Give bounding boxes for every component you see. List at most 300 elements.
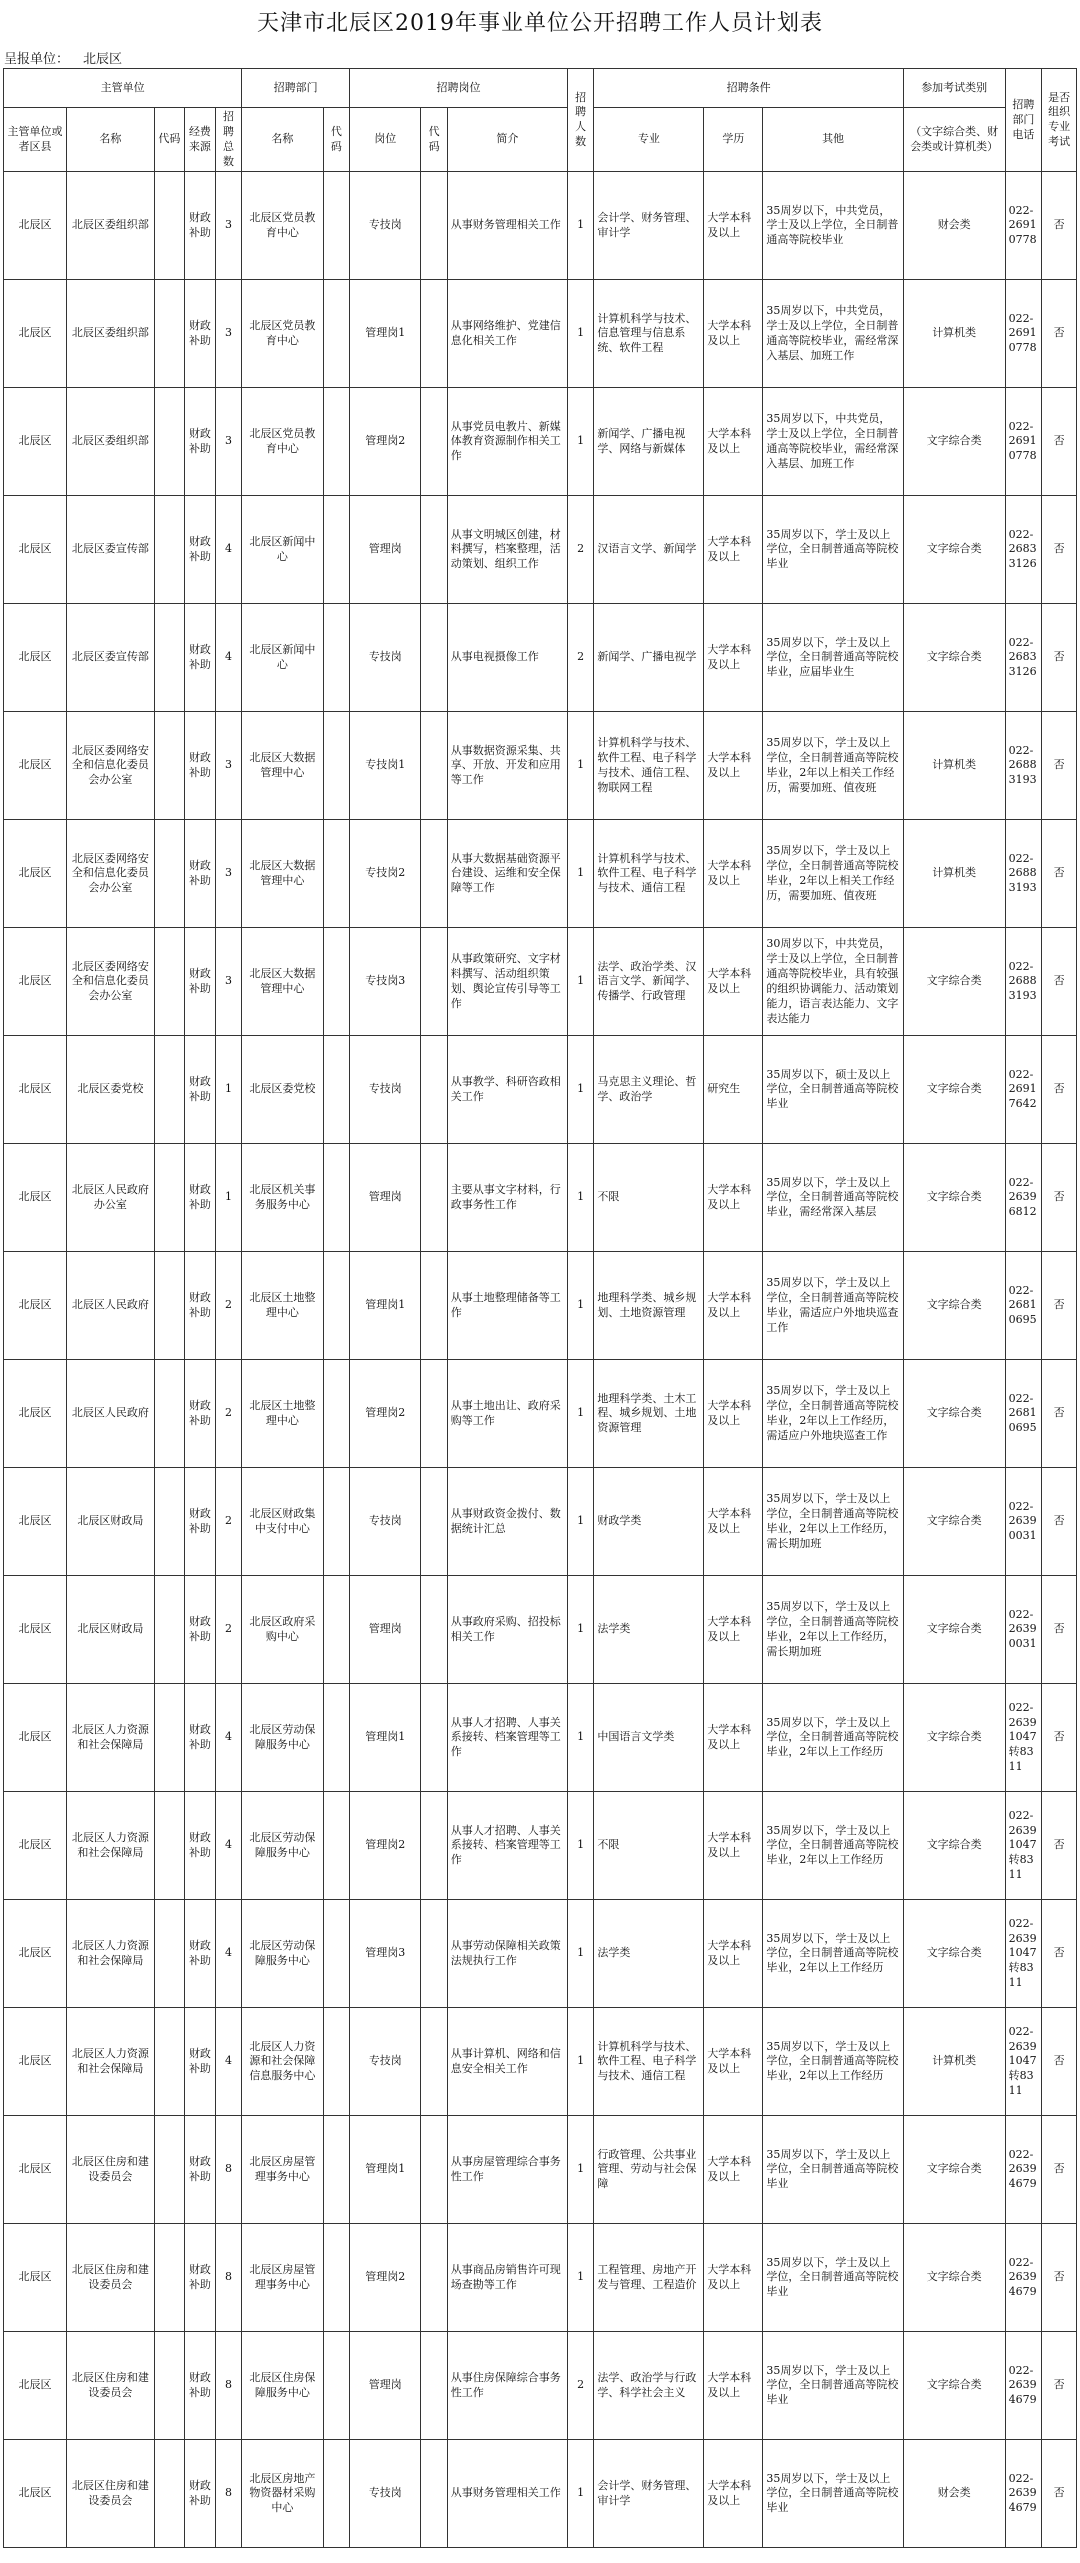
edu-cell: 大学本科及以上: [704, 712, 763, 820]
table-row: [4, 2332, 1077, 2440]
intro-cell: 从事教学、科研咨政相关工作: [447, 1036, 567, 1144]
table-row: [4, 604, 1077, 712]
exam-type-cell: 文字综合类: [903, 2116, 1005, 2224]
funding-cell: 财政补助: [185, 604, 216, 712]
count-cell: 2: [567, 2332, 593, 2440]
table-header: [4, 69, 1077, 172]
edu-cell: 大学本科及以上: [704, 1900, 763, 2008]
dept-code-cell: [323, 2224, 349, 2332]
edu-cell: 大学本科及以上: [704, 1144, 763, 1252]
count-cell: 1: [567, 2440, 593, 2548]
phone-cell: 022-26810695: [1005, 1360, 1042, 1468]
district-cell: 北辰区: [4, 1252, 67, 1360]
exam-type-cell: 文字综合类: [903, 928, 1005, 1036]
header-conditions: 招聘条件: [594, 69, 903, 108]
unit-code-cell: [154, 1792, 185, 1900]
count-cell: 1: [567, 820, 593, 928]
total-cell: 4: [215, 496, 242, 604]
post-cell: 专技岗: [350, 2008, 421, 2116]
count-cell: 1: [567, 1360, 593, 1468]
post-code-cell: [421, 1144, 447, 1252]
org-test-cell: 否: [1042, 2440, 1077, 2548]
district-cell: 北辰区: [4, 2224, 67, 2332]
total-cell: 1: [215, 1144, 242, 1252]
header-org-test: 是否组织专业考试: [1042, 69, 1077, 172]
recruitment-plan-table: [3, 68, 1077, 2548]
table-row: [4, 820, 1077, 928]
district-cell: 北辰区: [4, 1684, 67, 1792]
header-dept-name: 名称: [242, 108, 323, 172]
district-cell: 北辰区: [4, 496, 67, 604]
header-exam-note: （文字综合类、财会类或计算机类）: [903, 108, 1005, 172]
post-code-cell: [421, 712, 447, 820]
major-cell: 工程管理、房地产开发与管理、工程造价: [594, 2224, 704, 2332]
phone-cell: 022-26391047转8311: [1005, 1792, 1042, 1900]
table-row: [4, 280, 1077, 388]
edu-cell: 大学本科及以上: [704, 1684, 763, 1792]
unit-name-cell: 北辰区委党校: [67, 1036, 155, 1144]
intro-cell: 从事住房保障综合事务性工作: [447, 2332, 567, 2440]
major-cell: 计算机科学与技术、软件工程、电子科学与技术、通信工程、物联网工程: [594, 712, 704, 820]
table-row: [4, 1468, 1077, 1576]
exam-type-cell: 计算机类: [903, 2008, 1005, 2116]
count-cell: 1: [567, 928, 593, 1036]
count-cell: 1: [567, 1576, 593, 1684]
header-edu: 学历: [704, 108, 763, 172]
org-test-cell: 否: [1042, 2116, 1077, 2224]
count-cell: 1: [567, 388, 593, 496]
intro-cell: 从事文明城区创建，材料撰写，档案整理，活动策划、组织工作: [447, 496, 567, 604]
table-row: [4, 1900, 1077, 2008]
other-cell: 35周岁以下，学士及以上学位，全日制普通高等院校毕业，2年以上工作经历: [763, 1792, 903, 1900]
exam-type-cell: 文字综合类: [903, 1684, 1005, 1792]
phone-cell: 022-26883193: [1005, 712, 1042, 820]
post-cell: 专技岗: [350, 1036, 421, 1144]
dept-name-cell: 北辰区房屋管理事务中心: [242, 2224, 323, 2332]
dept-code-cell: [323, 280, 349, 388]
post-code-cell: [421, 172, 447, 280]
count-cell: 2: [567, 496, 593, 604]
phone-cell: 022-26917642: [1005, 1036, 1042, 1144]
unit-code-cell: [154, 280, 185, 388]
exam-type-cell: 文字综合类: [903, 1144, 1005, 1252]
district-cell: 北辰区: [4, 2440, 67, 2548]
org-test-cell: 否: [1042, 280, 1077, 388]
funding-cell: 财政补助: [185, 2332, 216, 2440]
post-code-cell: [421, 2332, 447, 2440]
unit-code-cell: [154, 2224, 185, 2332]
total-cell: 2: [215, 1360, 242, 1468]
total-cell: 3: [215, 388, 242, 496]
count-cell: 1: [567, 1252, 593, 1360]
major-cell: 中国语言文学类: [594, 1684, 704, 1792]
district-cell: 北辰区: [4, 604, 67, 712]
intro-cell: 主要从事文字材料，行政事务性工作: [447, 1144, 567, 1252]
post-cell: 专技岗: [350, 172, 421, 280]
funding-cell: 财政补助: [185, 928, 216, 1036]
district-cell: 北辰区: [4, 2332, 67, 2440]
edu-cell: 大学本科及以上: [704, 1576, 763, 1684]
org-test-cell: 否: [1042, 712, 1077, 820]
unit-name-cell: 北辰区委网络安全和信息化委员会办公室: [67, 928, 155, 1036]
other-cell: 35周岁以下，学士及以上学位，全日制普通高等院校毕业，2年以上相关工作经历，需要加班、值夜班: [763, 820, 903, 928]
edu-cell: 大学本科及以上: [704, 172, 763, 280]
edu-cell: 大学本科及以上: [704, 2116, 763, 2224]
intro-cell: 从事财务管理相关工作: [447, 2440, 567, 2548]
intro-cell: 从事党员电教片、新媒体教育资源制作相关工作: [447, 388, 567, 496]
phone-cell: 022-26833126: [1005, 496, 1042, 604]
edu-cell: 大学本科及以上: [704, 2008, 763, 2116]
submit-unit-value: 北辰区: [83, 52, 123, 67]
total-cell: 2: [215, 1468, 242, 1576]
district-cell: 北辰区: [4, 1144, 67, 1252]
dept-name-cell: 北辰区大数据管理中心: [242, 820, 323, 928]
post-cell: 管理岗1: [350, 280, 421, 388]
post-cell: 专技岗1: [350, 712, 421, 820]
major-cell: 会计学、财务管理、审计学: [594, 172, 704, 280]
edu-cell: 大学本科及以上: [704, 928, 763, 1036]
post-cell: 管理岗1: [350, 2116, 421, 2224]
dept-name-cell: 北辰区财政集中支付中心: [242, 1468, 323, 1576]
dept-name-cell: 北辰区大数据管理中心: [242, 712, 323, 820]
other-cell: 35周岁以下，学士及以上学位，全日制普通高等院校毕业: [763, 2116, 903, 2224]
funding-cell: 财政补助: [185, 1144, 216, 1252]
edu-cell: 大学本科及以上: [704, 388, 763, 496]
funding-cell: 财政补助: [185, 172, 216, 280]
dept-code-cell: [323, 1144, 349, 1252]
funding-cell: 财政补助: [185, 1360, 216, 1468]
submit-unit-label: 呈报单位：: [4, 52, 70, 67]
district-cell: 北辰区: [4, 928, 67, 1036]
funding-cell: 财政补助: [185, 1252, 216, 1360]
intro-cell: 从事劳动保障相关政策法规执行工作: [447, 1900, 567, 2008]
total-cell: 4: [215, 1900, 242, 2008]
major-cell: 计算机科学与技术、软件工程、电子科学与技术、通信工程: [594, 2008, 704, 2116]
major-cell: 计算机科学与技术、软件工程、电子科学与技术、通信工程: [594, 820, 704, 928]
intro-cell: 从事土地出让、政府采购等工作: [447, 1360, 567, 1468]
dept-name-cell: 北辰区房屋管理事务中心: [242, 2116, 323, 2224]
org-test-cell: 否: [1042, 2332, 1077, 2440]
phone-cell: 022-26391047转8311: [1005, 1684, 1042, 1792]
count-cell: 1: [567, 1792, 593, 1900]
major-cell: 法学类: [594, 1900, 704, 2008]
funding-cell: 财政补助: [185, 1468, 216, 1576]
org-test-cell: 否: [1042, 1036, 1077, 1144]
table-row: [4, 1684, 1077, 1792]
dept-code-cell: [323, 1900, 349, 2008]
org-test-cell: 否: [1042, 1144, 1077, 1252]
count-cell: 1: [567, 2008, 593, 2116]
intro-cell: 从事人才招聘、人事关系接转、档案管理等工作: [447, 1684, 567, 1792]
dept-name-cell: 北辰区房地产物资器材采购中心: [242, 2440, 323, 2548]
district-cell: 北辰区: [4, 2008, 67, 2116]
header-exam-type: 参加考试类别: [903, 69, 1005, 108]
header-intro: 简介: [447, 108, 567, 172]
post-cell: 专技岗: [350, 1468, 421, 1576]
post-cell: 专技岗: [350, 2440, 421, 2548]
district-cell: 北辰区: [4, 1360, 67, 1468]
unit-name-cell: 北辰区住房和建设委员会: [67, 2116, 155, 2224]
dept-name-cell: 北辰区劳动保障服务中心: [242, 1900, 323, 2008]
other-cell: 35周岁以下，学士及以上学位，全日制普通高等院校毕业，2年以上工作经历: [763, 1684, 903, 1792]
major-cell: 法学、政治学与行政学、科学社会主义: [594, 2332, 704, 2440]
funding-cell: 财政补助: [185, 820, 216, 928]
exam-type-cell: 文字综合类: [903, 496, 1005, 604]
count-cell: 1: [567, 1036, 593, 1144]
phone-cell: 022-26883193: [1005, 820, 1042, 928]
post-code-cell: [421, 820, 447, 928]
org-test-cell: 否: [1042, 2008, 1077, 2116]
total-cell: 8: [215, 2224, 242, 2332]
unit-name-cell: 北辰区人民政府办公室: [67, 1144, 155, 1252]
exam-type-cell: 文字综合类: [903, 1792, 1005, 1900]
total-cell: 3: [215, 928, 242, 1036]
dept-name-cell: 北辰区大数据管理中心: [242, 928, 323, 1036]
exam-type-cell: 文字综合类: [903, 388, 1005, 496]
unit-code-cell: [154, 2440, 185, 2548]
unit-code-cell: [154, 820, 185, 928]
unit-code-cell: [154, 604, 185, 712]
header-unit-code: 代码: [154, 108, 185, 172]
funding-cell: 财政补助: [185, 2008, 216, 2116]
dept-name-cell: 北辰区委党校: [242, 1036, 323, 1144]
post-code-cell: [421, 496, 447, 604]
table-row: [4, 2008, 1077, 2116]
post-code-cell: [421, 604, 447, 712]
other-cell: 35周岁以下，中共党员，学士及以上学位，全日制普通高等院校毕业，需经常深入基层、加班工作: [763, 388, 903, 496]
phone-cell: 022-26810695: [1005, 1252, 1042, 1360]
total-cell: 1: [215, 1036, 242, 1144]
total-cell: 8: [215, 2332, 242, 2440]
funding-cell: 财政补助: [185, 1792, 216, 1900]
org-test-cell: 否: [1042, 1900, 1077, 2008]
dept-name-cell: 北辰区机关事务服务中心: [242, 1144, 323, 1252]
table-body: [4, 172, 1077, 2548]
table-row: [4, 388, 1077, 496]
exam-type-cell: 财会类: [903, 172, 1005, 280]
unit-name-cell: 北辰区人民政府: [67, 1252, 155, 1360]
table-row: [4, 1036, 1077, 1144]
unit-name-cell: 北辰区人力资源和社会保障局: [67, 1900, 155, 2008]
total-cell: 3: [215, 712, 242, 820]
org-test-cell: 否: [1042, 1576, 1077, 1684]
exam-type-cell: 文字综合类: [903, 1576, 1005, 1684]
dept-name-cell: 北辰区人力资源和社会保障信息服务中心: [242, 2008, 323, 2116]
unit-code-cell: [154, 1036, 185, 1144]
other-cell: 35周岁以下，学士及以上学位，全日制普通高等院校毕业: [763, 496, 903, 604]
org-test-cell: 否: [1042, 1468, 1077, 1576]
header-major: 专业: [594, 108, 704, 172]
dept-name-cell: 北辰区住房保障服务中心: [242, 2332, 323, 2440]
edu-cell: 研究生: [704, 1036, 763, 1144]
total-cell: 3: [215, 280, 242, 388]
dept-code-cell: [323, 1576, 349, 1684]
post-code-cell: [421, 2008, 447, 2116]
dept-name-cell: 北辰区劳动保障服务中心: [242, 1684, 323, 1792]
unit-code-cell: [154, 1576, 185, 1684]
edu-cell: 大学本科及以上: [704, 1360, 763, 1468]
page-title: 天津市北辰区2019年事业单位公开招聘工作人员计划表: [257, 11, 823, 36]
unit-code-cell: [154, 2116, 185, 2224]
total-cell: 3: [215, 172, 242, 280]
other-cell: 35周岁以下，硕士及以上学位，全日制普通高等院校毕业: [763, 1036, 903, 1144]
district-cell: 北辰区: [4, 280, 67, 388]
post-code-cell: [421, 2440, 447, 2548]
unit-name-cell: 北辰区人力资源和社会保障局: [67, 1684, 155, 1792]
dept-name-cell: 北辰区政府采购中心: [242, 1576, 323, 1684]
unit-name-cell: 北辰区人民政府: [67, 1360, 155, 1468]
count-cell: 1: [567, 172, 593, 280]
count-cell: 1: [567, 1900, 593, 2008]
funding-cell: 财政补助: [185, 2116, 216, 2224]
phone-cell: 022-26394679: [1005, 2332, 1042, 2440]
table-row: [4, 2440, 1077, 2548]
intro-cell: 从事土地整理储备等工作: [447, 1252, 567, 1360]
dept-code-cell: [323, 172, 349, 280]
major-cell: 马克思主义理论、哲学、政治学: [594, 1036, 704, 1144]
post-cell: 管理岗2: [350, 1360, 421, 1468]
exam-type-cell: 文字综合类: [903, 2224, 1005, 2332]
unit-code-cell: [154, 2332, 185, 2440]
org-test-cell: 否: [1042, 2224, 1077, 2332]
intro-cell: 从事房屋管理综合事务性工作: [447, 2116, 567, 2224]
header-other: 其他: [763, 108, 903, 172]
header-count: 招聘人数: [567, 69, 593, 172]
dept-code-cell: [323, 1684, 349, 1792]
post-code-cell: [421, 1036, 447, 1144]
other-cell: 35周岁以下，中共党员，学士及以上学位，全日制普通高等院校毕业，需经常深入基层、加班工作: [763, 280, 903, 388]
intro-cell: 从事商品房销售许可现场查勘等工作: [447, 2224, 567, 2332]
org-test-cell: 否: [1042, 1792, 1077, 1900]
phone-cell: 022-26391047转8311: [1005, 1900, 1042, 2008]
phone-cell: 022-26910778: [1005, 172, 1042, 280]
other-cell: 35周岁以下，学士及以上学位，全日制普通高等院校毕业: [763, 2440, 903, 2548]
table-row: [4, 1252, 1077, 1360]
dept-code-cell: [323, 2332, 349, 2440]
major-cell: 汉语言文学、新闻学: [594, 496, 704, 604]
unit-name-cell: 北辰区委组织部: [67, 280, 155, 388]
dept-name-cell: 北辰区劳动保障服务中心: [242, 1792, 323, 1900]
dept-code-cell: [323, 1792, 349, 1900]
intro-cell: 从事大数据基础资源平台建设、运维和安全保障等工作: [447, 820, 567, 928]
phone-cell: 022-26910778: [1005, 388, 1042, 496]
unit-name-cell: 北辰区委宣传部: [67, 496, 155, 604]
post-cell: 管理岗: [350, 2332, 421, 2440]
exam-type-cell: 文字综合类: [903, 1036, 1005, 1144]
intro-cell: 从事政府采购、招投标相关工作: [447, 1576, 567, 1684]
post-cell: 管理岗2: [350, 2224, 421, 2332]
edu-cell: 大学本科及以上: [704, 1252, 763, 1360]
funding-cell: 财政补助: [185, 712, 216, 820]
count-cell: 2: [567, 604, 593, 712]
dept-name-cell: 北辰区党员教育中心: [242, 172, 323, 280]
exam-type-cell: 计算机类: [903, 712, 1005, 820]
post-code-cell: [421, 1684, 447, 1792]
major-cell: 法学、政治学类、汉语言文学、新闻学、传播学、行政管理: [594, 928, 704, 1036]
funding-cell: 财政补助: [185, 1036, 216, 1144]
dept-name-cell: 北辰区土地整理中心: [242, 1252, 323, 1360]
district-cell: 北辰区: [4, 172, 67, 280]
table-row: [4, 1144, 1077, 1252]
major-cell: 新闻学、广播电视学: [594, 604, 704, 712]
other-cell: 35周岁以下，学士及以上学位，全日制普通高等院校毕业，2年以上工作经历: [763, 2008, 903, 2116]
funding-cell: 财政补助: [185, 1576, 216, 1684]
post-cell: 管理岗: [350, 496, 421, 604]
funding-cell: 财政补助: [185, 1684, 216, 1792]
table-row: [4, 496, 1077, 604]
major-cell: 地理科学类、城乡规划、土地资源管理: [594, 1252, 704, 1360]
exam-type-cell: 文字综合类: [903, 1900, 1005, 2008]
total-cell: 4: [215, 1792, 242, 1900]
district-cell: 北辰区: [4, 388, 67, 496]
org-test-cell: 否: [1042, 928, 1077, 1036]
header-recruit-dept: 招聘部门: [242, 69, 350, 108]
exam-type-cell: 计算机类: [903, 820, 1005, 928]
table-row: [4, 2224, 1077, 2332]
count-cell: 1: [567, 1144, 593, 1252]
unit-name-cell: 北辰区委宣传部: [67, 604, 155, 712]
other-cell: 35周岁以下，学士及以上学位，全日制普通高等院校毕业，2年以上工作经历，需长期加班: [763, 1576, 903, 1684]
table-row: [4, 2116, 1077, 2224]
other-cell: 35周岁以下，学士及以上学位，全日制普通高等院校毕业，2年以上相关工作经历，需要加班、值夜班: [763, 712, 903, 820]
district-cell: 北辰区: [4, 712, 67, 820]
unit-name-cell: 北辰区住房和建设委员会: [67, 2440, 155, 2548]
unit-code-cell: [154, 1252, 185, 1360]
header-main-unit: 主管单位: [4, 69, 242, 108]
total-cell: 2: [215, 1576, 242, 1684]
dept-name-cell: 北辰区党员教育中心: [242, 388, 323, 496]
other-cell: 35周岁以下，学士及以上学位，全日制普通高等院校毕业，2年以上工作经历，需适应户外地块巡查工作: [763, 1360, 903, 1468]
major-cell: 地理科学类、土木工程、城乡规划、土地资源管理: [594, 1360, 704, 1468]
district-cell: 北辰区: [4, 1036, 67, 1144]
other-cell: 35周岁以下，中共党员，学士及以上学位，全日制普通高等院校毕业: [763, 172, 903, 280]
org-test-cell: 否: [1042, 1252, 1077, 1360]
intro-cell: 从事电视摄像工作: [447, 604, 567, 712]
dept-code-cell: [323, 604, 349, 712]
unit-code-cell: [154, 388, 185, 496]
dept-code-cell: [323, 820, 349, 928]
phone-cell: 022-26391047转8311: [1005, 2008, 1042, 2116]
unit-name-cell: 北辰区人力资源和社会保障局: [67, 1792, 155, 1900]
exam-type-cell: 文字综合类: [903, 1252, 1005, 1360]
district-cell: 北辰区: [4, 2116, 67, 2224]
intro-cell: 从事人才招聘、人事关系接转、档案管理等工作: [447, 1792, 567, 1900]
count-cell: 1: [567, 280, 593, 388]
unit-code-cell: [154, 712, 185, 820]
table-row: [4, 1360, 1077, 1468]
edu-cell: 大学本科及以上: [704, 1468, 763, 1576]
phone-cell: 022-26390031: [1005, 1468, 1042, 1576]
dept-code-cell: [323, 1360, 349, 1468]
major-cell: 计算机科学与技术、信息管理与信息系统、软件工程: [594, 280, 704, 388]
intro-cell: 从事数据资源采集、共享、开放、开发和应用等工作: [447, 712, 567, 820]
post-cell: 管理岗1: [350, 1684, 421, 1792]
total-cell: 4: [215, 2008, 242, 2116]
unit-code-cell: [154, 172, 185, 280]
table-row: [4, 172, 1077, 280]
header-funding: 经费来源: [185, 108, 216, 172]
unit-name-cell: 北辰区委组织部: [67, 172, 155, 280]
dept-code-cell: [323, 496, 349, 604]
district-cell: 北辰区: [4, 1468, 67, 1576]
edu-cell: 大学本科及以上: [704, 2440, 763, 2548]
unit-name-cell: 北辰区委网络安全和信息化委员会办公室: [67, 712, 155, 820]
edu-cell: 大学本科及以上: [704, 820, 763, 928]
unit-name-cell: 北辰区委网络安全和信息化委员会办公室: [67, 820, 155, 928]
phone-cell: 022-26390031: [1005, 1576, 1042, 1684]
header-total: 招聘总数: [215, 108, 242, 172]
post-code-cell: [421, 1576, 447, 1684]
